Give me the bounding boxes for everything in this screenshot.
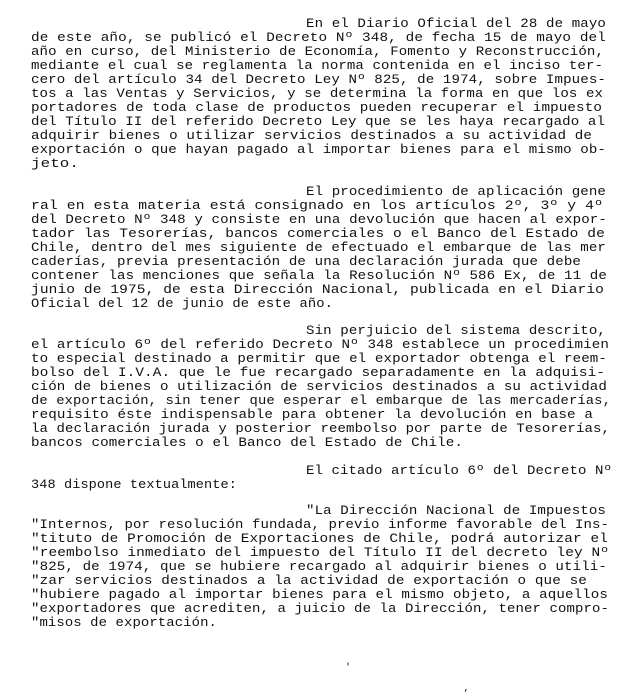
text-line: ral en esta materia está consignado en los artículos 2º, 3º y 4º <box>31 199 604 213</box>
text-line: la declaración jurada y posterior reembolso por parte de Tesorerías, <box>31 422 611 436</box>
text-line: "misos de exportación. <box>31 616 217 630</box>
text-line: tos a las Ventas y Servicios, y se determina la forma en que los ex <box>31 87 604 101</box>
text-line: "Internos, por resolución fundada, previo informe favorable del Ins- <box>31 518 609 532</box>
text-line: "La Dirección Nacional de Impuestos <box>306 504 606 518</box>
text-line: El procedimiento de aplicación gene <box>306 185 606 199</box>
text-line: de este año, se publicó el Decreto Nº 348, de fecha 15 de mayo del <box>31 31 606 45</box>
text-line: to especial destinado a permitir que el exportador obtenga el reem- <box>31 352 607 366</box>
text-line: de exportación, sin tener que esperar el embarque de las mercaderías, <box>31 394 611 408</box>
text-line: junio de 1975, de esta Dirección Nacional, publicada en el Diario <box>31 283 605 297</box>
text-line: Chile, dentro del mes siguiente de efectuado el embarque de las mer <box>31 241 606 255</box>
text-line: mediante el cual se reglamenta la norma contenida en el inciso ter- <box>31 59 604 73</box>
text-line: caderías, previa presentación de una declaración jurada que debe <box>31 255 582 269</box>
text-line: contener las menciones que señala la Resolución Nº 586 Ex, de 11 de <box>31 269 607 283</box>
text-line: del Decreto Nº 348 y consiste en una devolución que hacen al expor- <box>31 213 607 227</box>
text-line: "tituto de Promoción de Exportaciones de Chile, podrá autorizar el <box>31 532 608 546</box>
text-line: ción de bienes o utilización de servicios destinados a su actividad <box>31 380 607 394</box>
text-line: "hubiere pagado al importar bienes para el mismo objeto, a aquellos <box>31 588 609 602</box>
text-line: En el Diario Oficial del 28 de mayo <box>306 17 606 31</box>
text-line: 348 dispone textualmente: <box>31 478 237 492</box>
text-line: El citado artículo 6º del Decreto Nº <box>306 464 613 478</box>
text-line: bancos comerciales o el Banco del Estado de Chile. <box>31 436 464 450</box>
text-line: Oficial del 12 de junio de este año. <box>31 297 334 311</box>
scan-speck: ‚ <box>463 683 470 694</box>
text-line: exportación o que hayan pagado al importar bienes para el mismo ob- <box>31 143 606 157</box>
text-line: cero del artículo 34 del Decreto Ley Nº 825, de 1974, sobre Impues- <box>31 73 606 87</box>
text-line: jeto. <box>31 157 79 171</box>
text-line: bolso del I.V.A. que le fue recargado separadamente en la adquisi- <box>31 366 605 380</box>
text-line: "825, de 1974, que se hubiere recargado al adquirir bienes o utili- <box>31 560 607 574</box>
text-line: tador las Tesorerías, bancos comerciales o el Banco del Estado de <box>31 227 605 241</box>
text-line: requisito éste indispensable para obtener la devolución en base a <box>31 408 593 422</box>
text-line: año en curso, del Ministerio de Economía, Fomento y Reconstrucción, <box>31 45 604 59</box>
text-line: "exportadores que acrediten, a juicio de la Dirección, tener compro- <box>31 602 609 616</box>
text-line: "reembolso inmediato del impuesto del Título II del decreto ley Nº <box>31 546 609 560</box>
text-line: adquirir bienes o utilizar servicios destinados a su actividad de <box>31 129 592 143</box>
text-line: Sin perjuicio del sistema descrito, <box>306 324 606 338</box>
text-line: portadores de toda clase de productos pueden recuperar el impuesto <box>31 101 603 115</box>
text-line: el artículo 6º del referido Decreto Nº 348 establece un procedimien <box>31 338 609 352</box>
scan-speck: ' <box>345 663 352 674</box>
text-line: "zar servicios destinados a la actividad de exportación o que se <box>31 574 588 588</box>
text-line: del Título II del referido Decreto Ley que se les haya recargado al <box>31 115 606 129</box>
